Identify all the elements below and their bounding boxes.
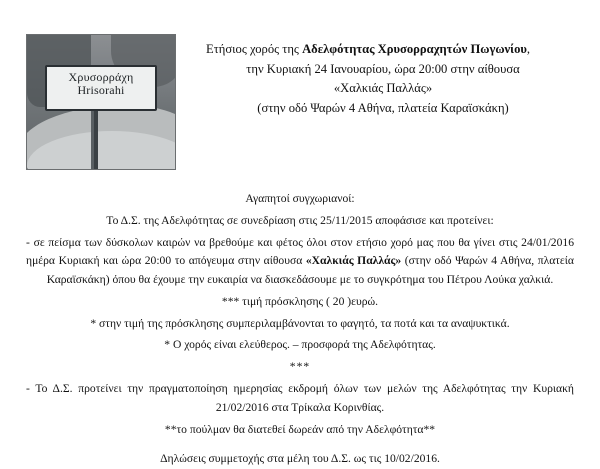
organization-name: Αδελφότητας Χρυσορραχητών Πωγωνίου [302, 42, 527, 56]
paragraph-4-included: * στην τιμή της πρόσκλησης συμπεριλαμβάνονται το φαγητό, τα ποτά και τα αναψυκτικά. [90, 316, 510, 330]
sign-post-highlight [91, 109, 94, 170]
heading-line-1-prefix: Ετήσιος χορός της [206, 42, 303, 56]
paragraph-5-free-dance: * Ο χορός είναι ελεύθερος. – προσφορά της Αδελφότητας. [164, 338, 436, 352]
paragraph-8-rsvp: Δηλώσεις συμμετοχής στα μέλη του Δ.Σ. ως τις 10/02/2016. [160, 452, 440, 466]
paragraph-2 [26, 234, 574, 290]
paragraph-2-part-a: - σε πείσμα των δύσκολων καιρών να βρεθούμε και φέτος όλοι στον ετήσιο χορό μας που θα γίνει στις 24/01/2016 ημέρα Κυριακή και ώρα 20:00 το απόγευμα στην αίθουσα [26, 235, 574, 268]
heading-line-3: «Χαλκιάς Παλλάς» [333, 81, 433, 96]
sign-label-latin: Hrisorahi [77, 82, 125, 97]
separator-stars: *** [289, 360, 311, 374]
heading-line-1 [192, 40, 574, 60]
paragraph-7-bus: **το πούλμαν θα διατεθεί δωρεάν από την Αδελφότητα** [164, 422, 436, 436]
heading-line-4: (στην οδό Ψαρών 4 Αθήνα, πλατεία Καραϊσκάκη) [257, 100, 509, 115]
village-sign-photo [26, 34, 176, 170]
paragraph-2-part-b: (στην οδό Ψαρών 4 Αθήνα, πλατεία Καραϊσκάκη) όπου θα έχουμε την ευκαιρία να διασκεδάσουμε με το συγκρότημα του Πέτρου Λούκα χαλκιά. [46, 254, 574, 287]
paragraph-6-excursion: - Το Δ.Σ. προτείνει την πραγματοποίηση ημερησίας εκδρομή όλων των μελών της Αδελφότητας την Κυριακή 21/02/2016 στα Τρίκαλα Κορινθίας. [26, 382, 574, 414]
event-heading [176, 34, 574, 118]
heading-line-1-suffix: , [526, 42, 531, 56]
salutation: Αγαπητοί συγχωριανοί: [245, 192, 355, 205]
body-section [26, 190, 574, 469]
venue-name: «Χαλκιάς Παλλάς» [305, 254, 402, 268]
paragraph-3-price: *** τιμή πρόσκλησης ( 20 )ευρώ. [221, 294, 379, 308]
road-sign [45, 65, 157, 111]
heading-line-2: την Κυριακή 24 Ιανουαρίου, ώρα 20:00 στην αίθουσα [246, 61, 520, 76]
paragraph-1: Το Δ.Σ. της Αδελφότητας σε συνεδρίαση στις 25/11/2015 αποφάσισε και προτείνει: [106, 213, 494, 227]
sign-label-greek: Χρυσορράχη [68, 70, 134, 84]
header-section [26, 34, 574, 170]
